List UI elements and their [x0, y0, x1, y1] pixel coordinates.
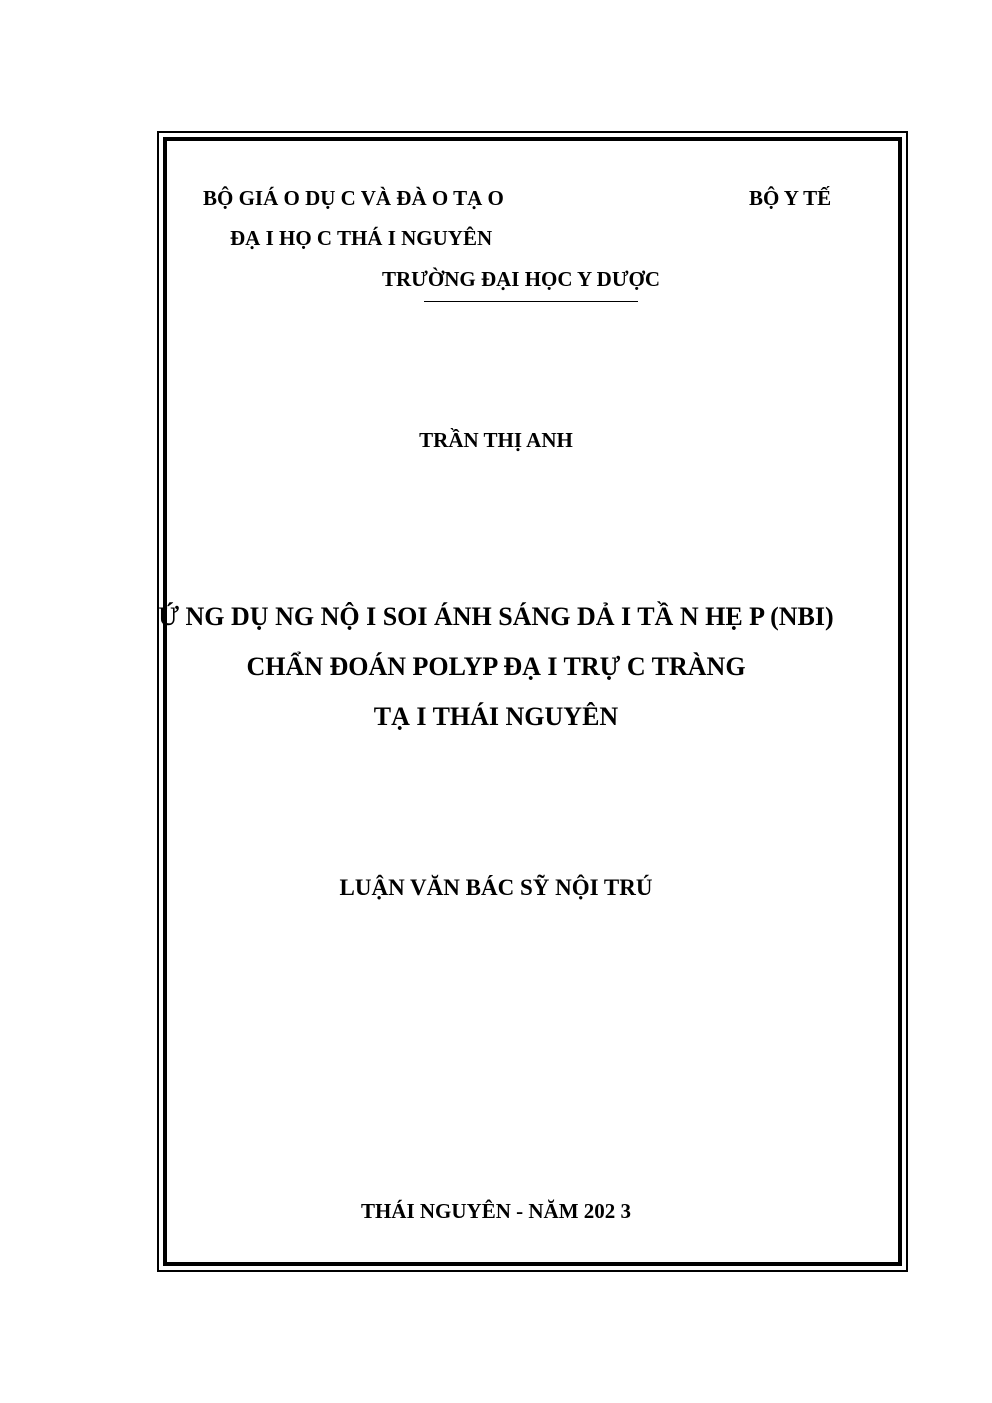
author-name: TRẦN THỊ ANH — [419, 428, 573, 452]
degree-type: LUẬN VĂN BÁC SỸ NỘI TRÚ — [339, 875, 653, 900]
university-name: ĐẠ I HỌ C THÁ I NGUYÊN — [230, 226, 493, 250]
ministry-education: BỘ GIÁ O DỤ C VÀ ĐÀ O TẠ O — [203, 186, 504, 210]
thesis-title-line-1: Ứ NG DỤ NG NỘ I SOI ÁNH SÁNG DẢ I TẦ N HẸ P (NBI) — [158, 602, 834, 631]
thesis-title-line-3: TẠ I THÁI NGUYÊN — [373, 702, 619, 731]
school-underline — [424, 301, 638, 302]
school-name: TRƯỜNG ĐẠI HỌC Y DƯỢC — [382, 267, 661, 291]
place-year: THÁI NGUYÊN - NĂM 202 3 — [360, 1199, 632, 1223]
ministry-health: BỘ Y TẾ — [749, 186, 832, 210]
thesis-title-line-2: CHẨN ĐOÁN POLYP ĐẠ I TRỰ C TRÀNG — [246, 652, 746, 681]
